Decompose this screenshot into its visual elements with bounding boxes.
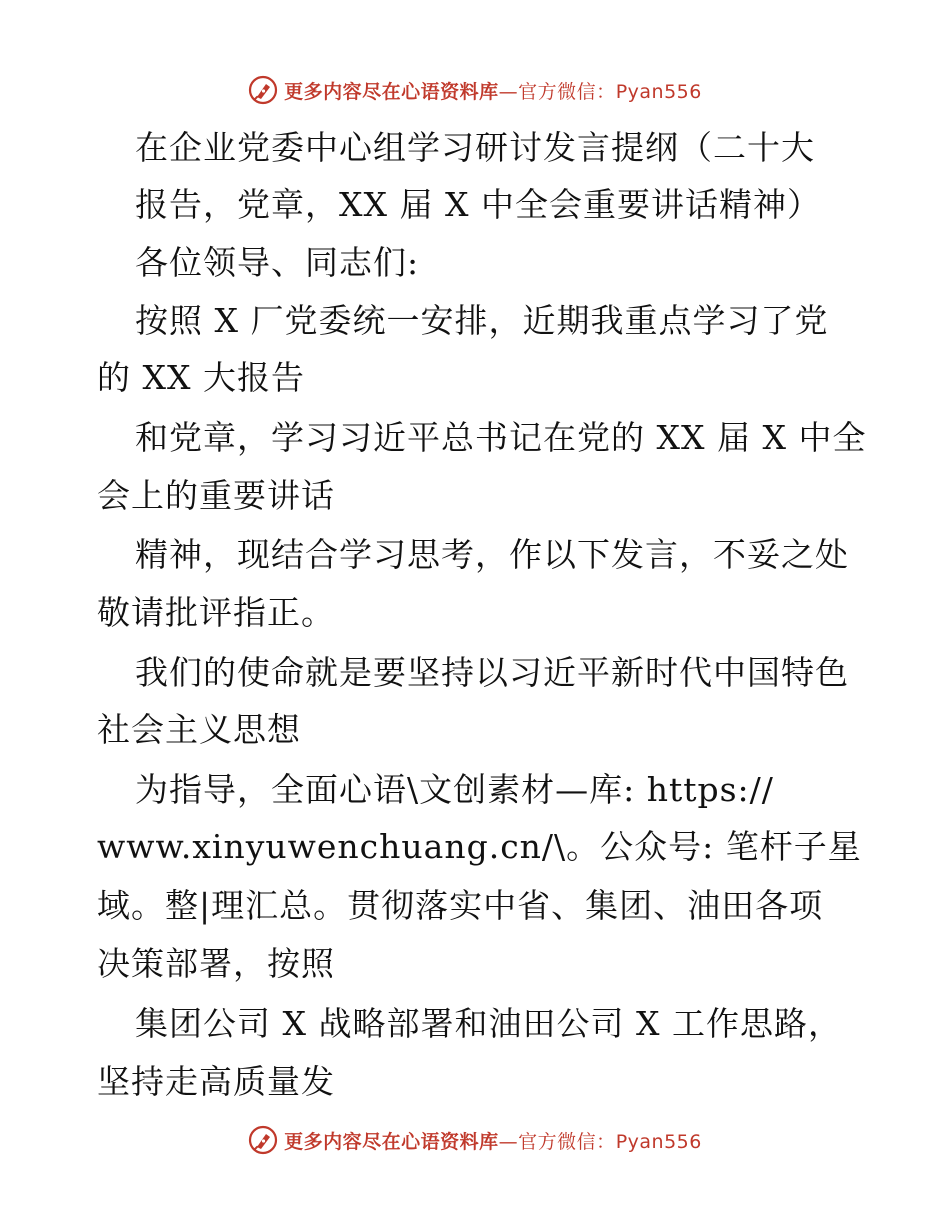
text-line: 精神，现结合学习思考，作以下发言，不妥之处 [135,535,849,574]
watermark-wechat-label: 官方微信： [518,80,616,103]
footer-watermark [0,1120,950,1160]
text-line: 为指导，全面心语\文创素材—库: https:// [135,770,774,809]
text-line: 社会主义思想 [97,710,301,749]
text-line: 在企业党委中心组学习研讨发言提纲（二十大 [135,128,815,167]
text-line: 按照 X 厂党委统一安排，近期我重点学习了党 [135,301,829,340]
text-line: 会上的重要讲话 [97,476,335,515]
text-line: 各位领导、同志们: [135,243,420,282]
watermark-text [284,1127,702,1154]
text-line: 决策部署，按照 [97,944,335,983]
pen-nib-logo-icon [248,75,278,105]
text-line: 和党章，学习习近平总书记在党的 XX 届 X 中全 [135,418,867,457]
pen-nib-logo-icon [248,1125,278,1155]
watermark-separator: — [498,1130,519,1153]
text-line: 域。整|理汇总。贯彻落实中省、集团、油田各项 [97,886,824,925]
text-line: 我们的使命就是要坚持以习近平新时代中国特色 [135,653,849,692]
text-line: 报告，党章，XX 届 X 中全会重要讲话精神） [135,185,821,224]
watermark-wechat-id: Pyan556 [615,1130,702,1153]
watermark-separator: — [498,80,519,103]
watermark-wechat-id: Pyan556 [615,80,702,103]
text-line: www.xinyuwenchuang.cn/\。公众号: 笔杆子星 [97,827,862,866]
text-line: 的 XX 大报告 [97,358,305,397]
watermark-wechat-label: 官方微信： [518,1130,616,1153]
watermark-text [284,77,702,104]
watermark-slogan: 更多内容尽在心语资料库 [284,1130,499,1153]
text-line: 坚持走高质量发 [97,1062,335,1101]
header-watermark [0,70,950,110]
watermark-slogan: 更多内容尽在心语资料库 [284,80,499,103]
text-line: 集团公司 X 战略部署和油田公司 X 工作思路， [135,1004,842,1043]
text-line: 敬请批评指正。 [97,593,335,632]
